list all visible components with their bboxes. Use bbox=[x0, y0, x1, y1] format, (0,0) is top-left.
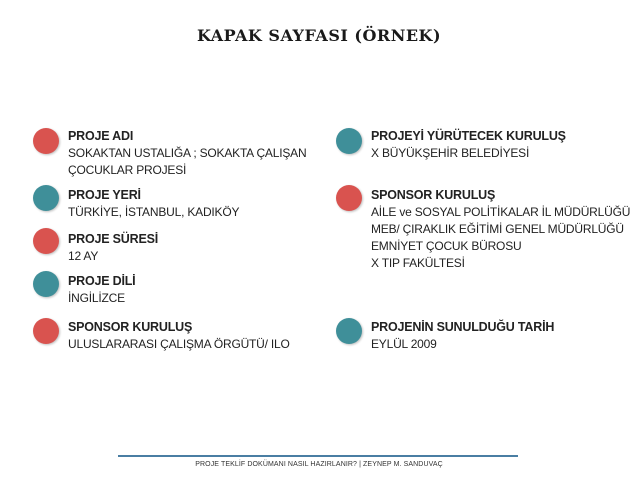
item-value: MEB/ ÇIRAKLIK EĞİTİMİ GENEL MÜDÜRLÜĞÜ bbox=[371, 222, 624, 236]
item-label: PROJE SÜRESİ bbox=[68, 232, 158, 246]
item-value: X TIP FAKÜLTESİ bbox=[371, 256, 465, 270]
item-value: X BÜYÜKŞEHİR BELEDİYESİ bbox=[371, 146, 530, 160]
item-label: PROJEYİ YÜRÜTECEK KURULUŞ bbox=[371, 129, 566, 143]
item-sponsor-orgs bbox=[371, 187, 630, 272]
item-value: ULUSLARARASI ÇALIŞMA ÖRGÜTÜ/ ILO bbox=[68, 337, 290, 351]
item-label: PROJE ADI bbox=[68, 129, 134, 143]
bullet-icon bbox=[33, 318, 59, 344]
item-value: İNGİLİZCE bbox=[68, 291, 125, 305]
bullet-icon bbox=[336, 128, 362, 154]
bullet-icon bbox=[33, 185, 59, 211]
item-executing-org bbox=[371, 128, 566, 162]
item-project-location bbox=[68, 187, 239, 221]
item-value: 12 AY bbox=[68, 249, 99, 263]
item-label: SPONSOR KURULUŞ bbox=[371, 188, 496, 202]
page-title: KAPAK SAYFASI (ÖRNEK) bbox=[196, 26, 442, 45]
item-value: AİLE ve SOSYAL POLİTİKALAR İL MÜDÜRLÜĞÜ bbox=[371, 205, 631, 219]
item-label: SPONSOR KURULUŞ bbox=[68, 320, 193, 334]
item-label: PROJE YERİ bbox=[68, 188, 141, 202]
item-value: TÜRKİYE, İSTANBUL, KADIKÖY bbox=[68, 205, 240, 219]
bullet-icon bbox=[33, 228, 59, 254]
footer-divider bbox=[118, 455, 518, 457]
item-sponsor-org bbox=[68, 319, 290, 353]
item-project-name bbox=[68, 128, 306, 179]
item-value: EYLÜL 2009 bbox=[371, 337, 437, 351]
item-submission-date bbox=[371, 319, 554, 353]
item-value: ÇOCUKLAR PROJESİ bbox=[68, 163, 187, 177]
item-project-duration bbox=[68, 231, 158, 265]
item-project-language bbox=[68, 273, 135, 307]
item-value: SOKAKTAN USTALIĞA ; SOKAKTA ÇALIŞAN bbox=[68, 146, 307, 160]
footer-caption: PROJE TEKLİF DOKÜMANI NASIL HAZIRLANIR? | ZEYNEP M. SANDUVAÇ bbox=[195, 461, 443, 468]
bullet-icon bbox=[336, 185, 362, 211]
item-label: PROJENİN SUNULDUĞU TARİH bbox=[371, 320, 555, 334]
bullet-icon bbox=[33, 128, 59, 154]
bullet-icon bbox=[33, 271, 59, 297]
bullet-icon bbox=[336, 318, 362, 344]
item-value: EMNİYET ÇOCUK BÜROSU bbox=[371, 239, 522, 253]
item-label: PROJE DİLİ bbox=[68, 274, 136, 288]
